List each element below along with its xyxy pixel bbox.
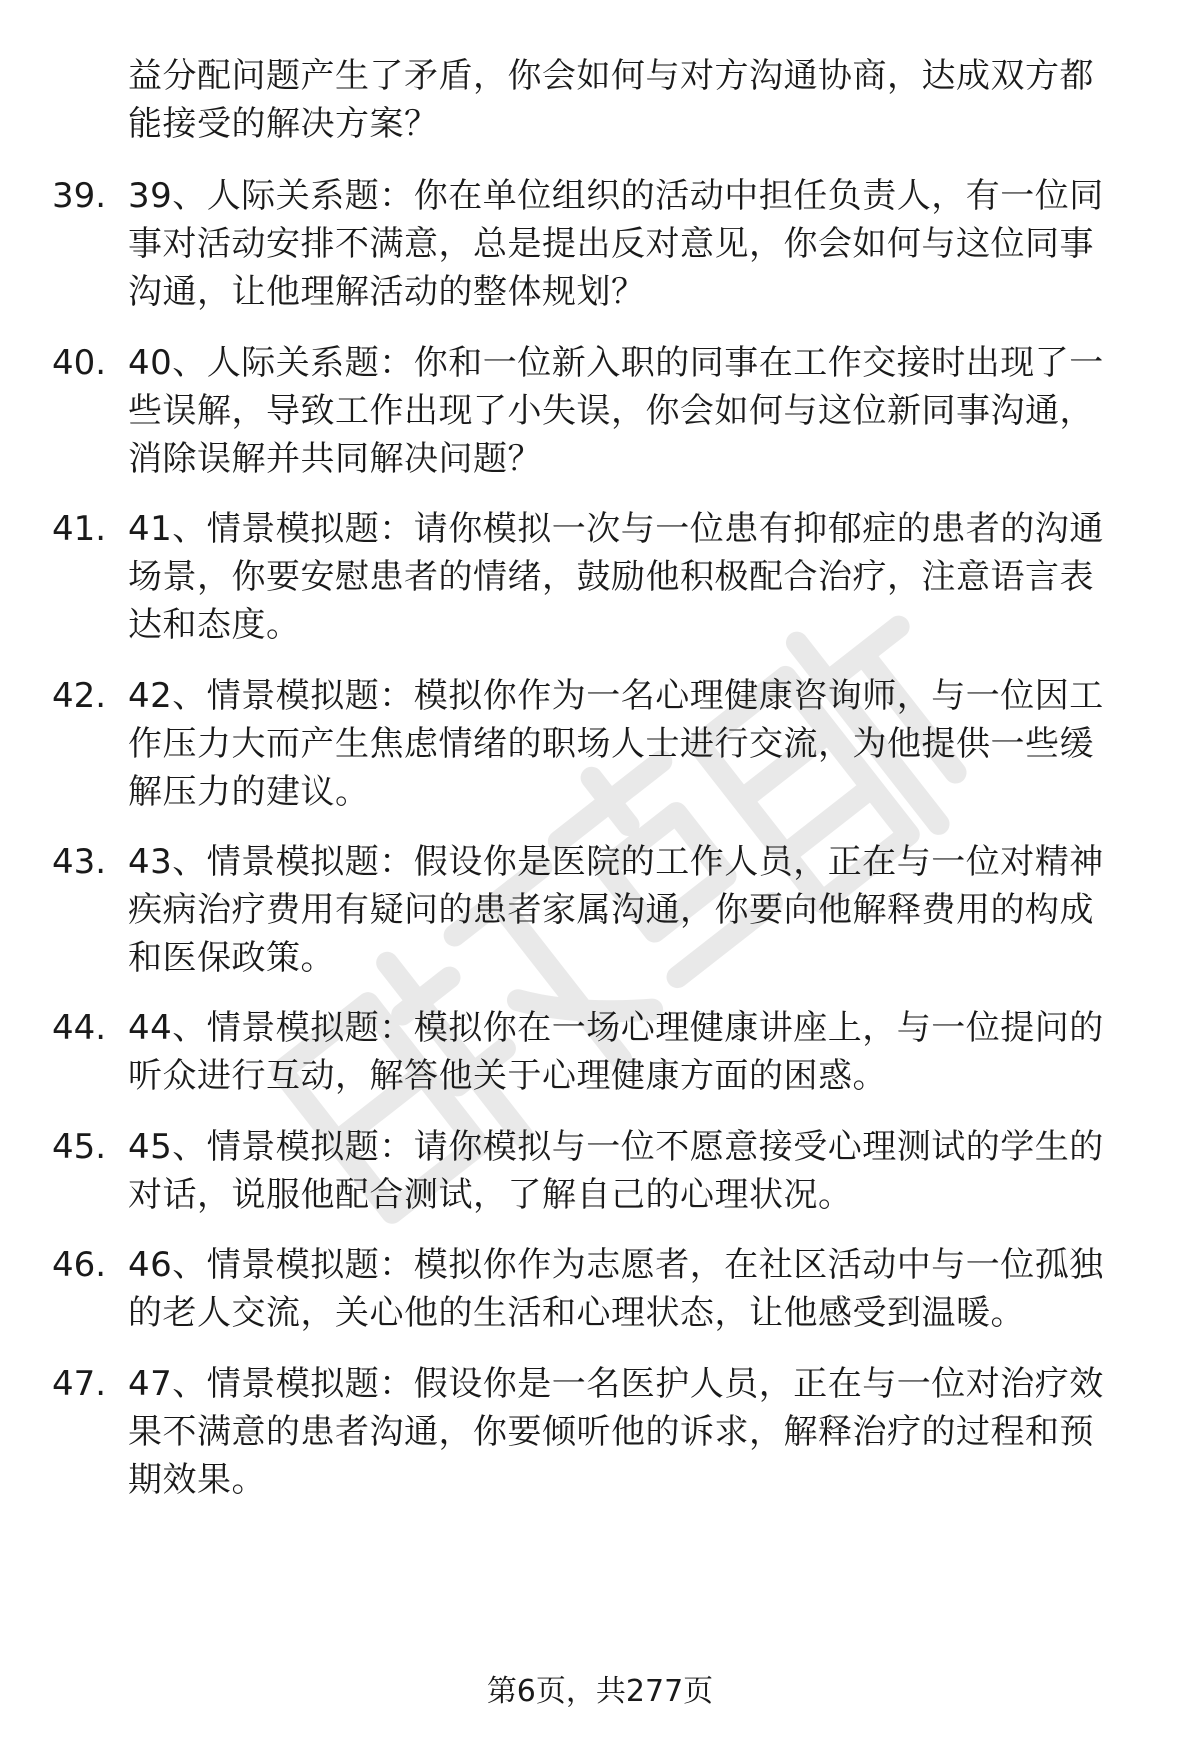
list-number: 41. — [52, 509, 107, 549]
question-text — [128, 672, 1143, 816]
list-number: 43. — [52, 842, 107, 882]
text-line: 益分配问题产生了矛盾，你会如何与对方沟通协商，达成双方都 — [128, 56, 1094, 96]
text-line: 事对活动安排不满意，总是提出反对意见，你会如何与这位同事 — [128, 224, 1094, 264]
question-text — [128, 1241, 1143, 1337]
text-line: 果不满意的患者沟通，你要倾听他的诉求，解释治疗的过程和预 — [128, 1412, 1094, 1452]
text-line: 些误解，导致工作出现了小失误，你会如何与这位新同事沟通， — [128, 391, 1094, 431]
text-line: 45、情景模拟题：请你模拟与一位不愿意接受心理测试的学生的 — [128, 1127, 1104, 1167]
text-line: 沟通，让他理解活动的整体规划？ — [128, 272, 646, 312]
text-line: 44、情景模拟题：模拟你在一场心理健康讲座上，与一位提问的 — [128, 1008, 1104, 1048]
question-text — [128, 172, 1143, 316]
page-number: 第6页，共277页 — [486, 1674, 714, 1709]
list-number: 39. — [52, 176, 107, 216]
text-line: 作压力大而产生焦虑情绪的职场人士进行交流，为他提供一些缓 — [128, 724, 1094, 764]
question-text — [128, 52, 1143, 148]
text-line: 39、人际关系题：你在单位组织的活动中担任负责人，有一位同 — [128, 176, 1104, 216]
text-line: 41、情景模拟题：请你模拟一次与一位患有抑郁症的患者的沟通 — [128, 509, 1104, 549]
list-number: 42. — [52, 676, 107, 716]
text-line: 对话，说服他配合测试，了解自己的心理状况。 — [128, 1175, 853, 1215]
list-number: 40. — [52, 343, 107, 383]
text-line: 期效果。 — [128, 1460, 266, 1500]
question-text — [128, 838, 1143, 982]
text-line: 的老人交流，关心他的生活和心理状态，让他感受到温暖。 — [128, 1293, 1025, 1333]
list-number: 47. — [52, 1364, 107, 1404]
text-line: 42、情景模拟题：模拟你作为一名心理健康咨询师，与一位因工 — [128, 676, 1104, 716]
text-line: 能接受的解决方案？ — [128, 104, 439, 144]
question-text — [128, 505, 1143, 649]
question-text — [128, 339, 1143, 483]
text-line: 40、人际关系题：你和一位新入职的同事在工作交接时出现了一 — [128, 343, 1104, 383]
list-number: 44. — [52, 1008, 107, 1048]
question-text — [128, 1360, 1143, 1504]
text-line: 听众进行互动，解答他关于心理健康方面的困惑。 — [128, 1056, 887, 1096]
text-line: 场景，你要安慰患者的情绪，鼓励他积极配合治疗，注意语言表 — [128, 557, 1094, 597]
text-line: 消除误解并共同解决问题？ — [128, 439, 542, 479]
text-line: 和医保政策。 — [128, 938, 335, 978]
text-line: 46、情景模拟题：模拟你作为志愿者，在社区活动中与一位孤独 — [128, 1245, 1104, 1285]
list-number: 46. — [52, 1245, 107, 1285]
list-number: 45. — [52, 1127, 107, 1167]
text-line: 47、情景模拟题：假设你是一名医护人员，正在与一位对治疗效 — [128, 1364, 1104, 1404]
question-text — [128, 1004, 1143, 1100]
text-line: 43、情景模拟题：假设你是医院的工作人员，正在与一位对精神 — [128, 842, 1104, 882]
text-line: 疾病治疗费用有疑问的患者家属沟通，你要向他解释费用的构成 — [128, 890, 1094, 930]
text-line: 解压力的建议。 — [128, 772, 370, 812]
text-line: 达和态度。 — [128, 605, 301, 645]
question-text — [128, 1123, 1143, 1219]
